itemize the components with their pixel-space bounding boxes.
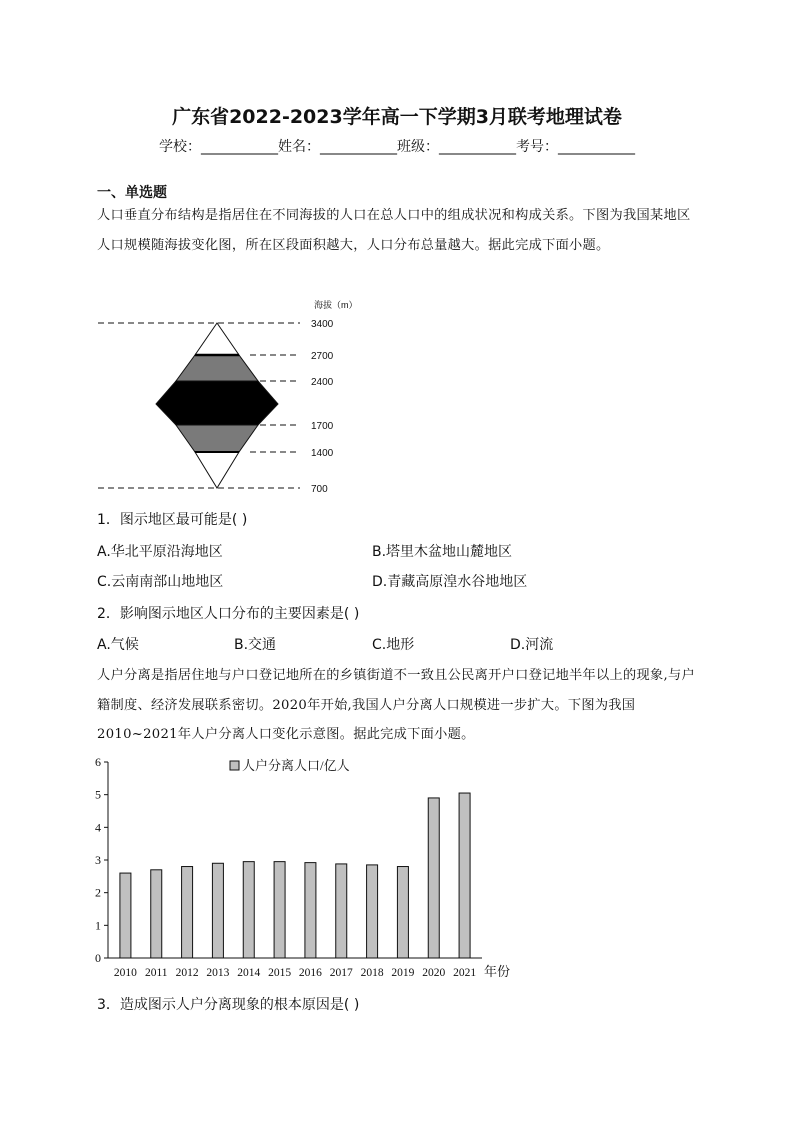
q1-option-d[interactable]: D.青藏高原湟水谷地地区 [372,574,528,590]
passage-2: 人户分离是指居住地与户口登记地所在的乡镇街道不一致且公民离开户口登记地半年以上的现象,与户籍制度、经济发展联系密切。2020年开始,我国人户分离人口规模进一步扩大。下图为我国2010~2021年人户分离人口变化示意图。据此完成下面小题。 [97,668,695,742]
band-top-white [195,323,239,355]
level-label-1400: 1400 [311,448,334,459]
migration-bar-chart [90,755,530,983]
y-tick-label: 5 [95,787,101,802]
y-tick-label: 3 [95,853,101,867]
band-bottom-white [195,452,239,488]
x-tick-label: 2021 [453,967,477,979]
q2-option-d[interactable]: D.河流 [510,637,554,653]
x-tick-label: 2018 [360,967,384,979]
student-info-line: 学校：___________姓名：___________班级：___________考号：___________ [159,139,635,155]
y-tick-label: 6 [95,755,101,769]
q1-option-b[interactable]: B.塔里木盆地山麓地区 [372,544,513,560]
x-tick-label: 2020 [422,967,446,979]
y-tick-label: 2 [95,885,101,900]
q1-option-c[interactable]: C.云南南部山地地区 [97,574,224,590]
level-label-1700: 1700 [311,421,334,432]
band-middle-black [156,381,278,425]
x-axis-label: 年份 [484,964,511,979]
x-tick-label: 2010 [113,967,137,979]
q1-option-a[interactable]: A.华北平原沿海地区 [97,544,223,560]
band-lower-gray [176,425,258,452]
bar [305,863,316,958]
q2-option-c[interactable]: C.地形 [372,637,415,653]
bar [397,867,408,958]
bar [336,864,347,958]
legend-swatch [230,761,239,770]
level-label-2700: 2700 [311,351,334,362]
bar [120,873,131,958]
level-label-700: 700 [311,484,328,495]
section-heading: 一、单选题 [97,185,167,201]
bar [151,870,162,958]
question-2-stem: 2．影响图示地区人口分布的主要因素是( ) [97,606,360,622]
question-3-stem: 3．造成图示人户分离现象的根本原因是( ) [97,997,360,1013]
bar [459,793,470,958]
y-tick-label: 4 [95,820,101,835]
q2-option-b[interactable]: B.交通 [234,637,277,653]
x-tick-label: 2017 [329,967,353,979]
bar [182,867,193,958]
question-1-stem: 1．图示地区最可能是( ) [97,512,248,528]
x-tick-label: 2012 [175,967,199,979]
exam-title: 广东省2022-2023学年高一下学期3月联考地理试卷 [172,106,622,128]
level-label-3400: 3400 [311,319,334,330]
altitude-population-figure [90,294,370,500]
x-tick-label: 2011 [144,967,168,979]
x-tick-label: 2014 [237,967,261,979]
bar [428,798,439,958]
band-upper-gray [176,355,258,381]
q2-option-a[interactable]: A.气候 [97,637,139,653]
passage-1: 人口垂直分布结构是指居住在不同海拔的人口在总人口中的组成状况和构成关系。下图为我国某地区人口规模随海拔变化图，所在区段面积越大，人口分布总量越大。据此完成下面小题。 [97,208,691,253]
x-tick-label: 2015 [268,967,292,979]
y-tick-label: 0 [95,951,101,965]
level-label-2400: 2400 [311,377,334,388]
x-tick-label: 2019 [391,967,415,979]
bar [274,862,285,958]
y-tick-label: 1 [95,918,101,933]
altitude-axis-label: 海拔（m） [314,300,358,310]
x-tick-label: 2016 [298,967,322,979]
legend-label: 人户分离人口/亿人 [242,758,350,773]
bar [367,865,378,958]
x-tick-label: 2013 [206,967,230,979]
bar [243,862,254,958]
bar [212,863,223,958]
